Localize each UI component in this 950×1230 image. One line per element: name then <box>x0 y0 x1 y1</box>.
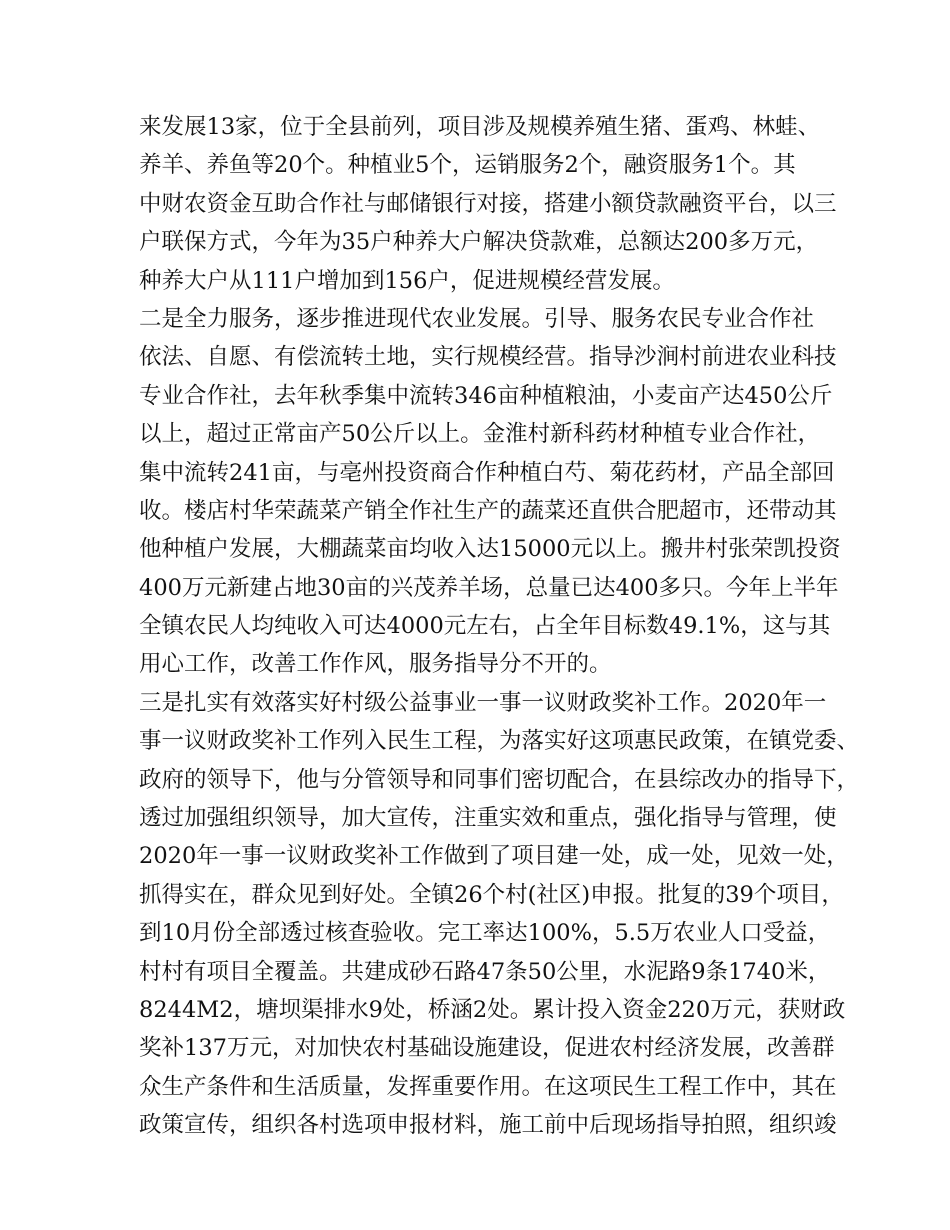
text-line-7: 依法、自愿、有偿流转土地，实行规模经营。指导沙涧村前进农业科技 <box>139 344 837 371</box>
text-line-12: 他种植户发展，大棚蔬菜亩均收入达15000元以上。搬井村张荣凯投资 <box>139 536 841 563</box>
text-line-18: 政府的领导下，他与分管领导和同事们密切配合，在县综改办的指导下， <box>139 766 860 793</box>
text-line-19: 透过加强组织领导，加大宣传，注重实效和重点，强化指导与管理，使 <box>139 805 837 832</box>
text-line-20: 2020年一事一议财政奖补工作做到了项目建一处，成一处，见效一处， <box>139 843 849 870</box>
text-line-3: 中财农资金互助合作社与邮储银行对接，搭建小额贷款融资平台，以三 <box>139 190 837 217</box>
text-line-27: 政策宣传，组织各村选项申报材料，施工前中后现场指导拍照，组织竣 <box>139 1112 837 1139</box>
text-line-2: 养羊、养鱼等20个。种植业5个，运销服务2个，融资服务1个。其 <box>139 152 796 179</box>
body-text <box>139 108 860 1145</box>
text-line-9: 以上，超过正常亩产50公斤以上。金淮村新科药材种植专业合作社， <box>139 421 821 448</box>
text-line-5: 种养大户从111户增加到156户，促进规模经营发展。 <box>139 267 675 294</box>
text-line-26: 众生产条件和生活质量，发挥重要作用。在这项民生工程工作中，其在 <box>139 1073 837 1100</box>
text-line-16: 三是扎实有效落实好村级公益事业一事一议财政奖补工作。2020年一 <box>139 689 827 716</box>
text-line-8: 专业合作社，去年秋季集中流转346亩种植粮油，小麦亩产达450公斤 <box>139 382 833 409</box>
text-line-6: 二是全力服务，逐步推进现代农业发展。引导、服务农民专业合作社 <box>139 305 815 332</box>
text-line-13: 400万元新建占地30亩的兴茂养羊场，总量已达400多只。今年上半年 <box>139 574 839 601</box>
text-line-24: 8244M2，塘坝渠排水9处，桥涵2处。累计投入资金220万元，获财政 <box>139 996 846 1023</box>
text-line-23: 村村有项目全覆盖。共建成砂石路47条50公里，水泥路9条1740米， <box>139 958 831 985</box>
text-line-14: 全镇农民人均纯收入可达4000元左右，占全年目标数49.1%，这与其 <box>139 613 831 640</box>
text-line-22: 到10月份全部透过核查验收。完工率达100%，5.5万农业人口受益， <box>139 920 831 947</box>
text-line-1: 来发展13家，位于全县前列，项目涉及规模养殖生猪、蛋鸡、林蛙、 <box>139 114 821 140</box>
text-line-4: 户联保方式，今年为35户种养大户解决贷款难，总额达200多万元， <box>139 229 819 256</box>
text-line-11: 收。楼店村华荣蔬菜产销全作社生产的蔬菜还直供合肥超市，还带动其 <box>139 497 837 524</box>
text-line-15: 用心工作，改善工作作风，服务指导分不开的。 <box>139 651 612 678</box>
text-line-10: 集中流转241亩，与亳州投资商合作种植白芍、菊花药材，产品全部回 <box>139 459 835 486</box>
text-line-17: 事一议财政奖补工作列入民生工程，为落实好这项惠民政策，在镇党委、 <box>139 728 860 755</box>
text-line-21: 抓得实在，群众见到好处。全镇26个村(社区)申报。批复的39个项目， <box>139 881 844 908</box>
text-line-25: 奖补137万元，对加快农村基础设施建设，促进农村经济发展，改善群 <box>139 1035 835 1062</box>
